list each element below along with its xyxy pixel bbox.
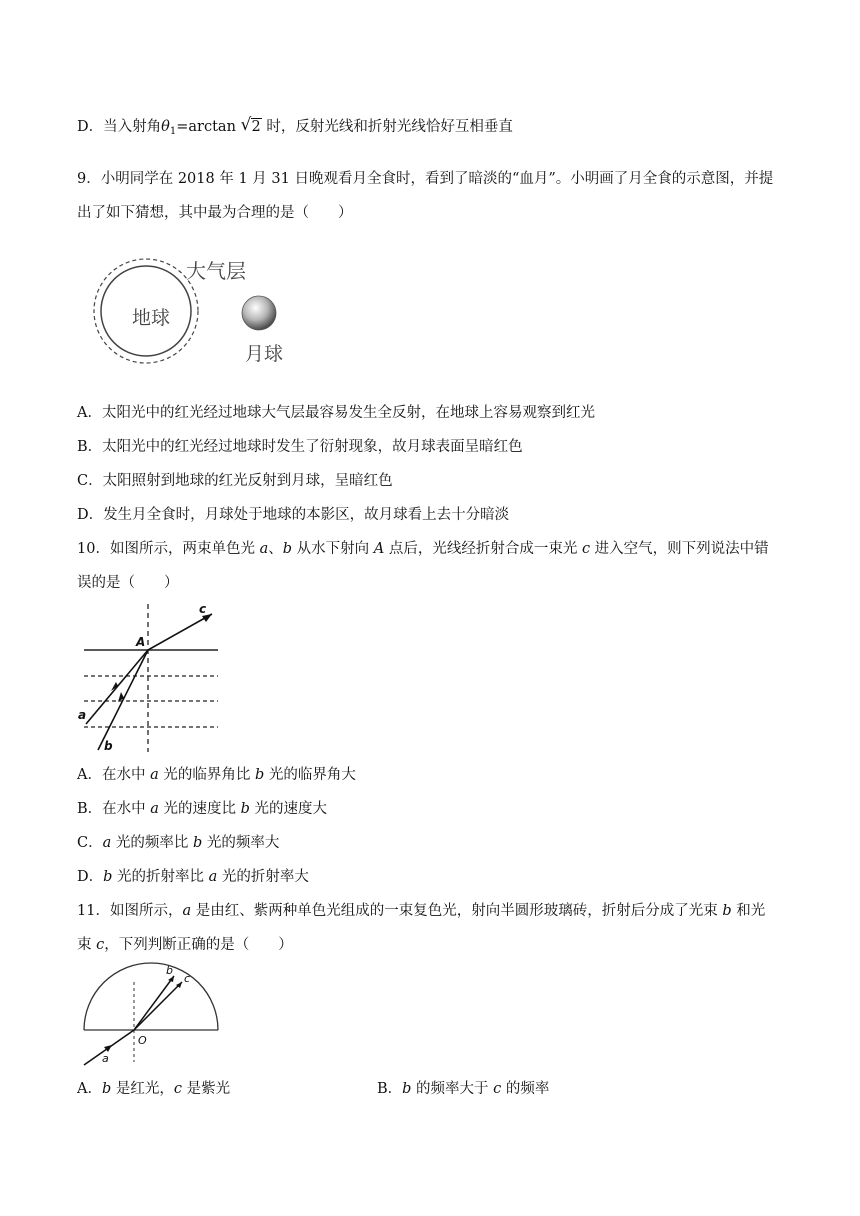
label-c: c xyxy=(184,972,191,985)
q9-eclipse-figure xyxy=(90,252,330,372)
moon-circle xyxy=(242,296,276,330)
q10-stem-line2: 误的是（ ） xyxy=(77,575,179,591)
q9-option-b: B．太阳光中的红光经过地球时发生了衍射现象，故月球表面呈暗红色 xyxy=(77,439,523,455)
q10-stem-line1: 10．如图所示，两束单色光 a、b 从水下射向 A 点后，光线经折射合成一束光 c 进入空气，则下列说法中错 xyxy=(77,541,769,557)
q9-option-a: A．太阳光中的红光经过地球大气层最容易发生全反射，在地球上容易观察到红光 xyxy=(77,405,595,421)
semicircle-glass xyxy=(84,963,218,1030)
q10-option-d: D．b 光的折射率比 a 光的折射率大 xyxy=(77,869,309,885)
ray-c xyxy=(134,982,182,1030)
q11-semicircle-figure xyxy=(78,962,218,1072)
label-A: A xyxy=(136,635,146,649)
q11-stem-line1: 11．如图所示，a 是由红、紫两种单色光组成的一束复色光，射向半圆形玻璃砖，折射后分成了光束 b 和光 xyxy=(77,903,766,919)
ray-c xyxy=(148,614,212,650)
q11-stem-line2: 束 c，下列判断正确的是（ ） xyxy=(77,937,293,953)
q10-option-b: B．在水中 a 光的速度比 b 光的速度大 xyxy=(77,801,328,817)
q10-option-c: C．a 光的频率比 b 光的频率大 xyxy=(77,835,280,851)
q10-option-a: A．在水中 a 光的临界角比 b 光的临界角大 xyxy=(77,767,356,783)
label-b: b xyxy=(166,964,173,977)
label-O: O xyxy=(138,1034,147,1047)
q11-option-b: B．b 的频率大于 c 的频率 xyxy=(377,1081,550,1097)
q9-stem-line2: 出了如下猜想，其中最为合理的是（ ） xyxy=(77,205,353,221)
label-a: a xyxy=(102,1052,109,1065)
q11-option-a: A．b 是红光，c 是紫光 xyxy=(77,1081,231,1097)
q9-option-d: D．发生月全食时，月球处于地球的本影区，故月球看上去十分暗淡 xyxy=(77,507,510,523)
ray-b xyxy=(134,976,174,1030)
label-b: b xyxy=(104,739,113,753)
q9-stem-line1: 9．小明同学在 2018 年 1 月 31 日晚观看月全食时，看到了暗淡的“血月”。小明画了月全食的示意图，并提 xyxy=(77,171,774,187)
q8-option-d: D．当入射角$\theta_1=\arctan$ √ 2 时，反射光线和折射光线恰好互相垂直 xyxy=(77,115,513,137)
moon-label: 月球 xyxy=(245,343,284,365)
sqrt-symbol: √ 2 xyxy=(240,115,261,135)
q10-refraction-figure xyxy=(78,600,228,760)
label-a: a xyxy=(78,708,87,722)
label-c: c xyxy=(199,602,207,616)
earth-label: 地球 xyxy=(132,307,171,329)
q9-option-c: C．太阳照射到地球的红光反射到月球，呈暗红色 xyxy=(77,473,393,489)
atmosphere-label: 大气层 xyxy=(186,259,246,283)
